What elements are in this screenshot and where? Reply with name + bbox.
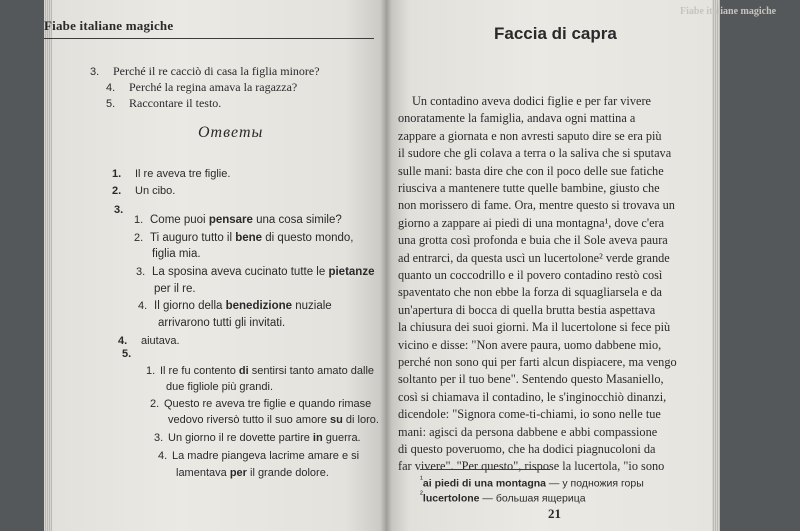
sub-answer-number: 4. bbox=[158, 450, 168, 462]
keyword: pensare bbox=[208, 214, 253, 226]
answers-heading: Ответы bbox=[198, 124, 264, 141]
story-line: un'apertura di bocca di quella brutta bestia aspettava bbox=[398, 302, 656, 317]
sub-answer-continuation bbox=[168, 413, 379, 427]
sub-answer-number: 2. bbox=[150, 398, 160, 410]
page-edge bbox=[712, 0, 720, 531]
story-line: perché non sono qui per farti alcun dispiacere, ma vengo bbox=[398, 355, 677, 369]
sub-answer-text: Questo re aveva tre figlie e quando rimase bbox=[164, 398, 372, 410]
story-line: ad entrarci, da questa uscì un lucertolone² verde grande bbox=[398, 250, 670, 265]
sub-answer-text: il grande dolore. bbox=[246, 467, 329, 479]
story-line: onoratamente la famiglia, andava ogni mattina a bbox=[398, 111, 636, 126]
sub-answer-text: Un giorno il re dovette partire bbox=[168, 432, 313, 444]
answer-item bbox=[122, 346, 142, 361]
footnote-term: lucertolone bbox=[422, 492, 480, 505]
sub-answer-number: 1. bbox=[146, 365, 156, 377]
story-line: riusciva a mantenere tutte quelle bambine, giusto che bbox=[398, 181, 660, 195]
question-item bbox=[90, 64, 320, 79]
answer-number: 5. bbox=[122, 348, 132, 360]
story-line: far vivere". "Per questo", rispose la lucertola, "io sono bbox=[398, 459, 665, 474]
answer-text: aiutava. bbox=[141, 335, 180, 347]
story-line: spaventato che non ebbe la forza di squagliarsela e da bbox=[398, 285, 662, 300]
answer-text: Il re aveva tre figlie. bbox=[135, 168, 231, 180]
answer-number: 1. bbox=[112, 168, 122, 180]
sub-answer-item bbox=[154, 431, 361, 445]
question-text: Raccontare il testo. bbox=[129, 96, 222, 110]
running-head: Fiabe italiane magiche bbox=[44, 18, 174, 33]
sub-answer-text: per il re. bbox=[154, 283, 196, 295]
sub-answer-item bbox=[138, 299, 332, 313]
sub-answer-item bbox=[146, 364, 374, 378]
keyword: benedizione bbox=[225, 300, 293, 312]
sub-answer-number: 1. bbox=[134, 214, 144, 226]
header-rule bbox=[44, 38, 374, 39]
page-edge bbox=[44, 0, 52, 531]
sub-answer-continuation bbox=[154, 282, 196, 296]
sub-answer-item bbox=[134, 231, 354, 245]
question-item bbox=[106, 80, 297, 95]
sub-answer-item bbox=[150, 397, 371, 411]
sub-answer-item bbox=[158, 449, 359, 463]
sub-answer-text: La madre piangeva lacrime amare e si bbox=[172, 450, 360, 462]
story-line: vicino e disse: "Non avere paura, uomo dabbene mio, bbox=[398, 337, 662, 352]
sub-answer-item bbox=[134, 213, 342, 227]
bleed-through-text: Fiabe italiane magiche bbox=[680, 6, 777, 17]
keyword: in bbox=[312, 432, 323, 444]
answer-item bbox=[112, 166, 230, 181]
sub-answer-text: Il giorno della bbox=[154, 300, 226, 312]
sub-answer-text: Come puoi bbox=[150, 214, 209, 226]
sub-answer-continuation bbox=[158, 316, 285, 330]
question-text: Perché il re cacciò di casa la figlia minore? bbox=[113, 64, 320, 78]
footnote bbox=[420, 489, 586, 505]
answer-number: 2. bbox=[112, 185, 122, 197]
sub-answer-text: Ti auguro tutto il bbox=[150, 232, 236, 244]
keyword: pietanze bbox=[328, 266, 375, 278]
footnote-mark: ¹ bbox=[420, 474, 423, 484]
answer-item bbox=[114, 202, 134, 217]
story-line: giorno a zappare ai piedi di una montagna¹, dove c'era bbox=[398, 215, 665, 230]
sub-answer-number: 3. bbox=[136, 266, 146, 278]
sub-answer-number: 4. bbox=[138, 300, 148, 312]
footnote-rule bbox=[420, 469, 550, 470]
story-line: dicendole: "Signora come-ti-chiami, io sono nelle tue bbox=[398, 407, 661, 422]
story-line: quanto un coccodrillo e il povero contadino restò così bbox=[398, 268, 663, 282]
keyword: bene bbox=[235, 232, 263, 244]
sub-answer-text: di loro. bbox=[342, 414, 379, 426]
answer-item bbox=[112, 183, 175, 198]
question-text: Perché la regina amava la ragazza? bbox=[129, 80, 298, 94]
story-line: così si chiamava il contadino, le s'inginocchiò dinanzi, bbox=[398, 389, 667, 404]
story-line: di questo poveruomo, che ha dodici piagnucoloni da bbox=[398, 442, 656, 456]
story-line: soltanto per il tuo bene". Sentendo questo Masaniello, bbox=[398, 372, 664, 387]
sub-answer-text: arrivarono tutti gli invitati. bbox=[158, 317, 286, 329]
sub-answer-text: Il re fu contento bbox=[160, 365, 239, 377]
sub-answer-text: guerra. bbox=[322, 432, 361, 444]
story-title: Faccia di capra bbox=[494, 24, 617, 43]
footnote-gloss: — большая ящерица bbox=[479, 492, 586, 505]
sub-answer-text: sentirsi tanto amato dalle bbox=[248, 365, 375, 377]
sub-answer-continuation bbox=[152, 247, 201, 261]
page-number: 21 bbox=[548, 506, 561, 521]
keyword: su bbox=[330, 414, 343, 426]
footnote-mark: ² bbox=[420, 489, 423, 499]
question-number: 3. bbox=[90, 66, 100, 78]
answer-number: 4. bbox=[118, 335, 128, 347]
sub-answer-number: 3. bbox=[154, 432, 164, 444]
question-number: 4. bbox=[106, 82, 116, 94]
story-line: mani: agisci da persona dabbene e abbi compassione bbox=[398, 424, 658, 439]
footnote-gloss: — у подножия горы bbox=[546, 477, 644, 490]
sub-answer-text: vedovo riversò tutto il suo amore bbox=[168, 414, 331, 426]
sub-answer-number: 2. bbox=[134, 232, 144, 244]
book-gutter bbox=[380, 0, 392, 531]
question-item bbox=[106, 96, 221, 111]
sub-answer-text: La sposina aveva cucinato tutte le bbox=[152, 266, 329, 278]
sub-answer-text: di questo mondo, bbox=[262, 232, 354, 244]
sub-answer-continuation bbox=[166, 380, 273, 394]
story-line: il sudore che gli colava a terra o la saliva che si sputava bbox=[398, 146, 672, 161]
answer-text: Un cibo. bbox=[135, 185, 176, 197]
sub-answer-text: lamentava bbox=[176, 467, 230, 479]
sub-answer-item bbox=[136, 265, 374, 279]
sub-answer-text: una cosa simile? bbox=[252, 214, 342, 226]
keyword: di bbox=[238, 365, 249, 377]
story-line: sulle mani: basta dire che con il poco delle sue fatiche bbox=[398, 163, 664, 178]
keyword: per bbox=[229, 467, 247, 479]
story-line: zappare a giornata e non avresti saputo dire se era più bbox=[398, 128, 662, 143]
sub-answer-text: due figliole più grandi. bbox=[166, 381, 274, 393]
story-line: non morissero di fame. Ora, mentre questo si trovava un bbox=[398, 198, 675, 213]
sub-answer-continuation bbox=[176, 466, 329, 480]
question-number: 5. bbox=[106, 98, 116, 110]
story-line: Un contadino aveva dodici figlie e per far vivere bbox=[412, 94, 652, 108]
story-line: la chiusura dei suoi giorni. Ma il lucertolone si fece più bbox=[398, 320, 671, 335]
footnote-term: ai piedi di una montagna bbox=[422, 477, 547, 490]
sub-answer-text: nuziale bbox=[292, 300, 332, 312]
footnote bbox=[420, 474, 644, 490]
answer-number: 3. bbox=[114, 204, 124, 216]
story-line: una grotta così profonda e buia che il Sole aveva paura bbox=[398, 233, 668, 248]
sub-answer-text: figlia mia. bbox=[152, 248, 201, 260]
